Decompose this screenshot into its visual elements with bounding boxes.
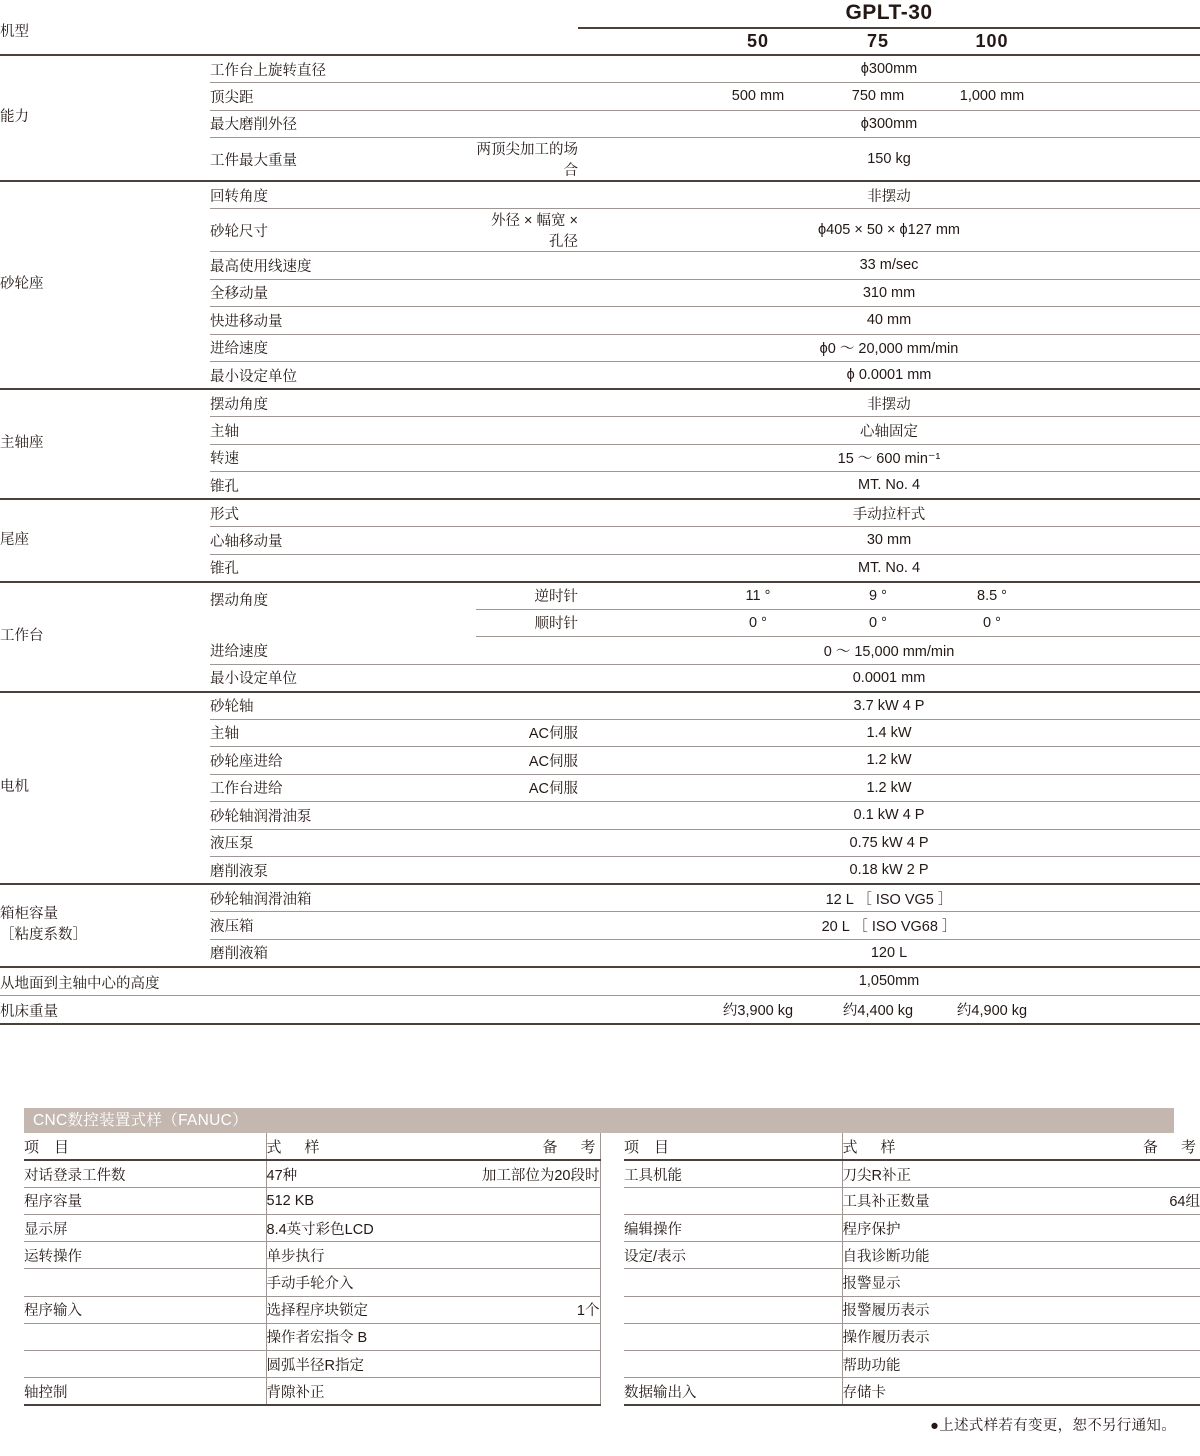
spec-item: 砂轮轴润滑油箱 xyxy=(210,884,476,912)
cnc-remark-left xyxy=(481,1242,600,1269)
cnc-item-left xyxy=(24,1323,266,1350)
spec-item: 快进移动量 xyxy=(210,307,476,335)
spec-item: 最小设定单位 xyxy=(210,664,476,692)
cnc-spec-right: 报警显示 xyxy=(842,1269,1070,1296)
cnc-spec-left: 单步执行 xyxy=(266,1242,481,1269)
cnc-mid-gap xyxy=(600,1351,624,1378)
spec-value: 1.4 kW xyxy=(578,719,1200,747)
spec-value-50: 500 mm xyxy=(698,83,818,111)
cnc-item-right xyxy=(624,1187,842,1214)
spec-note: 逆时针 xyxy=(476,582,578,610)
cnc-spec-right: 工具补正数量 xyxy=(842,1187,1070,1214)
cnc-left-pad xyxy=(0,1133,24,1160)
cnc-header-spec-right: 式 样 xyxy=(842,1133,1070,1160)
spec-note xyxy=(476,417,578,445)
cnc-table xyxy=(0,1133,1200,1406)
model-label: 机型 xyxy=(0,0,210,55)
spec-value: 150 kg xyxy=(578,138,1200,182)
spec-item: 最大磨削外径 xyxy=(210,110,476,138)
spec-note xyxy=(476,362,578,390)
cnc-item-left: 运转操作 xyxy=(24,1242,266,1269)
cnc-mid-gap xyxy=(600,1215,624,1242)
cnc-item-left: 程序容量 xyxy=(24,1187,266,1214)
cnc-remark-left: 加工部位为20段时 xyxy=(481,1160,600,1187)
cnc-left-pad xyxy=(0,1160,24,1187)
spec-note xyxy=(476,252,578,280)
cnc-remark-left xyxy=(481,1187,600,1214)
cnc-row xyxy=(0,1187,1200,1214)
cnc-spec-right: 报警履历表示 xyxy=(842,1296,1070,1323)
spec-item: 磨削液箱 xyxy=(210,939,476,967)
variant-header-50: 50 xyxy=(698,28,818,56)
cnc-left-pad xyxy=(0,1242,24,1269)
spec-value: 12 L ［ ISO VG5 ］ xyxy=(578,884,1200,912)
spec-full-value-tail xyxy=(1046,995,1200,1024)
spec-row xyxy=(0,884,1200,912)
cnc-remark-left xyxy=(481,1323,600,1350)
spec-note: AC伺服 xyxy=(476,774,578,802)
spec-value: ϕ405 × 50 × ϕ127 mm xyxy=(578,209,1200,252)
spec-note xyxy=(476,279,578,307)
cnc-mid-gap xyxy=(600,1133,624,1160)
spec-row-full xyxy=(0,967,1200,996)
spec-note xyxy=(476,664,578,692)
spec-item: 摆动角度 xyxy=(210,389,476,417)
spec-value: 20 L ［ ISO VG68 ］ xyxy=(578,912,1200,940)
spec-item: 磨削液泵 xyxy=(210,857,476,885)
spec-category: 能力 xyxy=(0,55,210,181)
cnc-remark-right xyxy=(1070,1242,1200,1269)
spec-value: ϕ 0.0001 mm xyxy=(578,362,1200,390)
spec-value: 33 m/sec xyxy=(578,252,1200,280)
cnc-spec-left: 手动手轮介入 xyxy=(266,1269,481,1296)
cnc-item-right xyxy=(624,1323,842,1350)
spec-value: 120 L xyxy=(578,939,1200,967)
spec-note xyxy=(476,389,578,417)
spec-value: 40 mm xyxy=(578,307,1200,335)
cnc-left-pad xyxy=(0,1378,24,1405)
spec-value: MT. No. 4 xyxy=(578,554,1200,582)
cnc-item-right: 编辑操作 xyxy=(624,1215,842,1242)
spec-note xyxy=(476,334,578,362)
spec-value: 30 mm xyxy=(578,527,1200,555)
cnc-remark-left xyxy=(481,1351,600,1378)
spec-note xyxy=(476,181,578,209)
cnc-left-pad xyxy=(0,1187,24,1214)
spec-full-value-50: 约3,900 kg xyxy=(698,995,818,1024)
cnc-row xyxy=(0,1296,1200,1323)
spec-item: 主轴 xyxy=(210,719,476,747)
cnc-row xyxy=(0,1215,1200,1242)
cnc-spec-left: 背隙补正 xyxy=(266,1378,481,1405)
spec-value: ϕ300mm xyxy=(578,55,1200,83)
spec-item: 最小设定单位 xyxy=(210,362,476,390)
spec-category: 砂轮座 xyxy=(0,181,210,389)
spec-item: 砂轮轴 xyxy=(210,692,476,720)
spec-value: 0.0001 mm xyxy=(578,664,1200,692)
header-spacer-item xyxy=(210,0,476,55)
spec-note xyxy=(476,692,578,720)
spec-note xyxy=(476,939,578,967)
cnc-header-remark-right: 备 考 xyxy=(1070,1133,1200,1160)
cnc-remark-right xyxy=(1070,1351,1200,1378)
cnc-header-row xyxy=(0,1133,1200,1160)
spec-note xyxy=(476,110,578,138)
cnc-spec-right: 帮助功能 xyxy=(842,1351,1070,1378)
cnc-header-remark-left: 备 考 xyxy=(481,1133,600,1160)
spec-note xyxy=(476,912,578,940)
cnc-remark-right xyxy=(1070,1378,1200,1405)
spec-full-label: 机床重量 xyxy=(0,995,578,1024)
cnc-spec-left: 选择程序块锁定 xyxy=(266,1296,481,1323)
spec-note xyxy=(476,857,578,885)
cnc-mid-gap xyxy=(600,1269,624,1296)
spec-value: 0 〜 15,000 mm/min xyxy=(578,637,1200,665)
spec-note: 顺时针 xyxy=(476,609,578,637)
cnc-row xyxy=(0,1323,1200,1350)
cnc-item-right: 工具机能 xyxy=(624,1160,842,1187)
spec-value-tail xyxy=(1046,609,1200,637)
spec-note: 外径 × 幅宽 × 孔径 xyxy=(476,209,578,252)
spec-value-50: 11 ° xyxy=(698,582,818,610)
spec-full-value-blank xyxy=(578,995,698,1024)
spec-note xyxy=(476,307,578,335)
spec-full-value-100: 约4,900 kg xyxy=(938,995,1046,1024)
cnc-item-right xyxy=(624,1351,842,1378)
spec-note xyxy=(476,444,578,472)
spec-value-blank xyxy=(578,83,698,111)
cnc-header-spec-left: 式 样 xyxy=(266,1133,481,1160)
spec-item: 锥孔 xyxy=(210,472,476,500)
spec-full-value: 1,050mm xyxy=(578,967,1200,996)
spec-item: 锥孔 xyxy=(210,554,476,582)
spec-value-100: 1,000 mm xyxy=(938,83,1046,111)
spec-value-75: 9 ° xyxy=(818,582,938,610)
cnc-header-item-left: 项 目 xyxy=(24,1133,266,1160)
spec-value: 0.18 kW 2 P xyxy=(578,857,1200,885)
spec-item: 工件最大重量 xyxy=(210,138,476,182)
spec-value-75: 0 ° xyxy=(818,609,938,637)
spec-item: 回转角度 xyxy=(210,181,476,209)
variant-header-100: 100 xyxy=(938,28,1046,56)
spec-full-value-75: 约4,400 kg xyxy=(818,995,938,1024)
spec-value: 手动拉杆式 xyxy=(578,499,1200,527)
spec-item: 进给速度 xyxy=(210,637,476,665)
cnc-spec-right: 程序保护 xyxy=(842,1215,1070,1242)
cnc-spec-left: 圆弧半径R指定 xyxy=(266,1351,481,1378)
spec-item: 顶尖距 xyxy=(210,83,476,111)
variant-header-blank xyxy=(578,28,698,56)
spec-category: 主轴座 xyxy=(0,389,210,499)
cnc-left-pad xyxy=(0,1215,24,1242)
cnc-remark-right xyxy=(1070,1269,1200,1296)
spec-row xyxy=(0,55,1200,83)
cnc-spec-right: 操作履历表示 xyxy=(842,1323,1070,1350)
spec-item: 工作台上旋转直径 xyxy=(210,55,476,83)
spec-value-tail xyxy=(1046,582,1200,610)
spec-row-full xyxy=(0,995,1200,1024)
spec-value: 1.2 kW xyxy=(578,747,1200,775)
spec-item: 摆动角度 xyxy=(210,582,476,637)
cnc-mid-gap xyxy=(600,1160,624,1187)
cnc-item-right xyxy=(624,1269,842,1296)
header-spacer-note xyxy=(476,0,578,55)
cnc-spec-left: 8.4英寸彩色LCD xyxy=(266,1215,481,1242)
spec-note xyxy=(476,637,578,665)
spec-note xyxy=(476,472,578,500)
spec-note xyxy=(476,499,578,527)
spec-note: AC伺服 xyxy=(476,747,578,775)
variant-header-75: 75 xyxy=(818,28,938,56)
model-name: GPLT-30 xyxy=(578,0,1200,28)
spec-note xyxy=(476,83,578,111)
cnc-spec-left: 操作者宏指令 B xyxy=(266,1323,481,1350)
cnc-item-left: 程序输入 xyxy=(24,1296,266,1323)
cnc-mid-gap xyxy=(600,1187,624,1214)
cnc-mid-gap xyxy=(600,1296,624,1323)
spec-value: 15 〜 600 min⁻¹ xyxy=(578,444,1200,472)
spec-value-75: 750 mm xyxy=(818,83,938,111)
spec-item: 形式 xyxy=(210,499,476,527)
spec-item: 全移动量 xyxy=(210,279,476,307)
spec-value: 非摆动 xyxy=(578,181,1200,209)
spec-row xyxy=(0,692,1200,720)
cnc-spec-right: 存储卡 xyxy=(842,1378,1070,1405)
spec-item: 砂轮座进给 xyxy=(210,747,476,775)
cnc-spec-left: 47种 xyxy=(266,1160,481,1187)
cnc-row xyxy=(0,1269,1200,1296)
cnc-specification-section xyxy=(0,1108,1200,1406)
spec-value-blank xyxy=(578,609,698,637)
cnc-mid-gap xyxy=(600,1378,624,1405)
spec-full-label: 从地面到主轴中心的高度 xyxy=(0,967,578,996)
cnc-mid-gap xyxy=(600,1242,624,1269)
spec-note: AC伺服 xyxy=(476,719,578,747)
spec-item: 工作台进给 xyxy=(210,774,476,802)
spec-value-50: 0 ° xyxy=(698,609,818,637)
spec-note: 两顶尖加工的场合 xyxy=(476,138,578,182)
spec-note xyxy=(476,527,578,555)
spec-item: 心轴移动量 xyxy=(210,527,476,555)
spec-note xyxy=(476,829,578,857)
spec-category: 电机 xyxy=(0,692,210,885)
spec-item: 液压箱 xyxy=(210,912,476,940)
cnc-remark-right xyxy=(1070,1215,1200,1242)
revision-notice: ●上述式样若有变更，恕不另行通知。 xyxy=(930,1418,1176,1434)
cnc-header-item-right: 项 目 xyxy=(624,1133,842,1160)
cnc-item-left: 轴控制 xyxy=(24,1378,266,1405)
spec-item: 砂轮尺寸 xyxy=(210,209,476,252)
spec-row xyxy=(0,181,1200,209)
spec-row xyxy=(0,389,1200,417)
cnc-item-left: 显示屏 xyxy=(24,1215,266,1242)
cnc-remark-left xyxy=(481,1215,600,1242)
spec-value: 心轴固定 xyxy=(578,417,1200,445)
cnc-remark-left: 1个 xyxy=(481,1296,600,1323)
spec-category: 尾座 xyxy=(0,499,210,582)
spec-value: 3.7 kW 4 P xyxy=(578,692,1200,720)
spec-item: 进给速度 xyxy=(210,334,476,362)
spec-value-tail xyxy=(1046,83,1200,111)
cnc-item-right: 设定/表示 xyxy=(624,1242,842,1269)
spec-note xyxy=(476,802,578,830)
cnc-item-right: 数据输出入 xyxy=(624,1378,842,1405)
cnc-remark-left xyxy=(481,1269,600,1296)
cnc-left-pad xyxy=(0,1269,24,1296)
cnc-banner-title: CNC数控装置式样（FANUC） xyxy=(24,1108,1174,1133)
spec-value: MT. No. 4 xyxy=(578,472,1200,500)
cnc-row xyxy=(0,1378,1200,1405)
cnc-remark-right xyxy=(1070,1323,1200,1350)
spec-value: ϕ0 〜 20,000 mm/min xyxy=(578,334,1200,362)
spec-note xyxy=(476,55,578,83)
spec-value: 0.1 kW 4 P xyxy=(578,802,1200,830)
variant-header-tail xyxy=(1046,28,1200,56)
cnc-remark-left xyxy=(481,1378,600,1405)
spec-value: ϕ300mm xyxy=(578,110,1200,138)
cnc-left-pad xyxy=(0,1351,24,1378)
spec-value-blank xyxy=(578,582,698,610)
cnc-row xyxy=(0,1242,1200,1269)
spec-row xyxy=(0,499,1200,527)
cnc-item-left: 对话登录工件数 xyxy=(24,1160,266,1187)
spec-value-100: 8.5 ° xyxy=(938,582,1046,610)
cnc-spec-left: 512 KB xyxy=(266,1187,481,1214)
cnc-item-left xyxy=(24,1351,266,1378)
cnc-row xyxy=(0,1160,1200,1187)
spec-item: 主轴 xyxy=(210,417,476,445)
cnc-remark-right xyxy=(1070,1160,1200,1187)
cnc-item-left xyxy=(24,1269,266,1296)
spec-category: 工作台 xyxy=(0,582,210,692)
spec-item: 最高使用线速度 xyxy=(210,252,476,280)
spec-row xyxy=(0,582,1200,610)
cnc-row xyxy=(0,1351,1200,1378)
cnc-left-pad xyxy=(0,1296,24,1323)
cnc-left-pad xyxy=(0,1323,24,1350)
spec-item: 砂轮轴润滑油泵 xyxy=(210,802,476,830)
spec-value: 非摆动 xyxy=(578,389,1200,417)
spec-value: 0.75 kW 4 P xyxy=(578,829,1200,857)
spec-item: 转速 xyxy=(210,444,476,472)
cnc-spec-right: 刀尖R补正 xyxy=(842,1160,1070,1187)
spec-value-100: 0 ° xyxy=(938,609,1046,637)
cnc-spec-right: 自我诊断功能 xyxy=(842,1242,1070,1269)
cnc-mid-gap xyxy=(600,1323,624,1350)
spec-value: 310 mm xyxy=(578,279,1200,307)
spec-note xyxy=(476,554,578,582)
spec-note xyxy=(476,884,578,912)
spec-category: 箱柜容量 ［粘度系数］ xyxy=(0,884,210,967)
cnc-item-right xyxy=(624,1296,842,1323)
cnc-remark-right xyxy=(1070,1296,1200,1323)
spec-item: 液压泵 xyxy=(210,829,476,857)
spec-value: 1.2 kW xyxy=(578,774,1200,802)
cnc-remark-right: 64组 xyxy=(1070,1187,1200,1214)
